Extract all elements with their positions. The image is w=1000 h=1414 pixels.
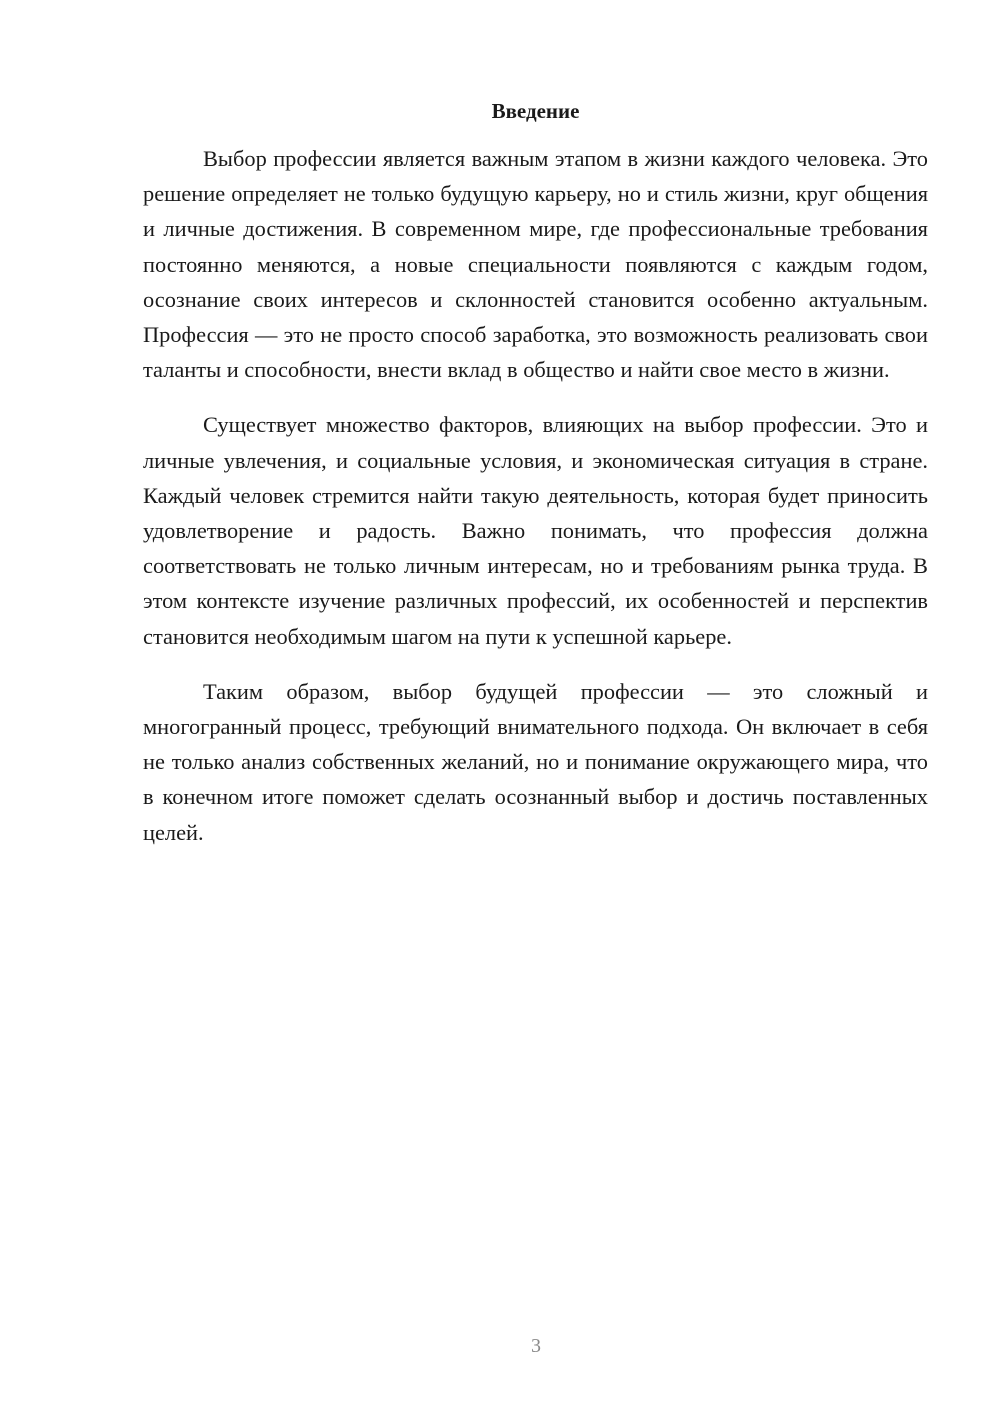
body-text — [143, 141, 928, 870]
paragraph-1: Выбор профессии является важным этапом в жизни каждого человека. Это решение определяет не только будущую карьеру, но и стиль жизни, круг общения и личные достижения. В современном мире, где профессиональные требования постоянно меняются, а новые специальности появляются с каждым годом, осознание своих интересов и склонностей становится особенно актуальным. Профессия — это не просто способ заработка, это возможность реализовать свои таланты и способности, внести вклад в общество и найти свое место в жизни. — [143, 146, 928, 383]
paragraph-2: Существует множество факторов, влияющих на выбор профессии. Это и личные увлечения, и социальные условия, и экономическая ситуация в стране. Каждый человек стремится найти такую деятельность, которая будет приносить удовлетворение и радость. Важно понимать, что профессия должна соответствовать не только личным интересам, но и требованиям рынка труда. В этом контексте изучение различных профессий, их особенностей и перспектив становится необходимым шагом на пути к успешной карьере. — [143, 412, 928, 649]
section-heading: Введение — [491, 99, 580, 123]
page-number: 3 — [531, 1335, 541, 1357]
paragraph-3: Таким образом, выбор будущей профессии — это сложный и многогранный процесс, требующий внимательного подхода. Он включает в себя не только анализ собственных желаний, но и понимание окружающего мира, что в конечном итоге поможет сделать осознанный выбор и достичь поставленных целей. — [143, 678, 928, 845]
